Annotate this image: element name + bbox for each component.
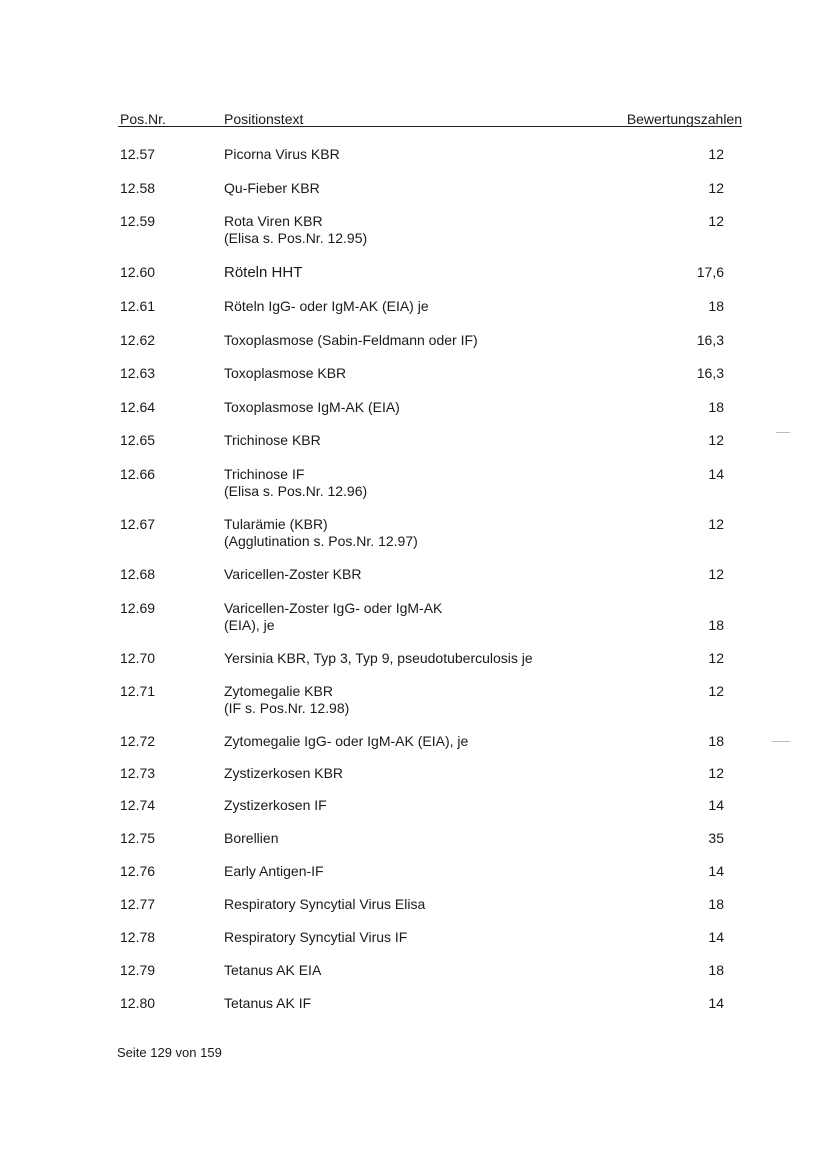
position-number: 12.76 (120, 863, 156, 879)
score-value: 18 (708, 298, 724, 314)
position-number: 12.79 (120, 962, 156, 978)
position-text: Picorna Virus KBR (224, 146, 340, 162)
position-text: Rota Viren KBR (224, 213, 323, 229)
position-text-cell (224, 765, 674, 782)
position-text: Early Antigen-IF (224, 863, 324, 879)
score-value: 35 (708, 830, 724, 846)
position-number: 12.68 (120, 566, 156, 582)
position-text-cell (224, 466, 674, 500)
position-number: 12.58 (120, 180, 156, 196)
position-text-cell (224, 516, 674, 550)
position-text: Toxoplasmose KBR (224, 365, 347, 381)
position-number: 12.77 (120, 896, 156, 912)
position-text-cell (224, 365, 674, 382)
position-number: 12.61 (120, 298, 156, 314)
position-text: Respiratory Syncytial Virus IF (224, 929, 408, 945)
score-value: 14 (708, 466, 724, 482)
header-positionstext: Positionstext (224, 111, 304, 127)
position-text: Varicellen-Zoster IgG- oder IgM-AK (224, 600, 443, 616)
position-text-cell (224, 432, 674, 449)
score-value: 14 (708, 995, 724, 1011)
position-text-cell (224, 298, 674, 315)
position-text-cell (224, 830, 674, 847)
position-text: Trichinose KBR (224, 432, 321, 448)
score-value: 17,6 (696, 264, 724, 280)
position-text-cell (224, 863, 674, 880)
position-text-cell (224, 264, 674, 281)
position-text-cell (224, 146, 674, 163)
score-value: 12 (708, 213, 724, 229)
position-text-cell (224, 399, 674, 416)
position-text-cell (224, 995, 674, 1012)
score-value: 12 (708, 516, 724, 532)
position-text: Zytomegalie KBR (224, 683, 333, 699)
position-subtext: (Elisa s. Pos.Nr. 12.95) (224, 230, 368, 246)
position-text-cell (224, 929, 674, 946)
position-number: 12.74 (120, 797, 156, 813)
score-value: 12 (708, 432, 724, 448)
page-number: Seite 129 von 159 (117, 1045, 222, 1060)
position-text: Tularämie (KBR) (224, 516, 328, 532)
score-value: 12 (708, 650, 724, 666)
position-text: Röteln IgG- oder IgM-AK (EIA) je (224, 298, 429, 314)
position-number: 12.62 (120, 332, 156, 348)
score-value: 18 (708, 896, 724, 912)
position-number: 12.71 (120, 683, 156, 699)
position-subtext: (IF s. Pos.Nr. 12.98) (224, 700, 350, 716)
position-text-cell (224, 650, 674, 667)
score-value: 18 (708, 733, 724, 749)
score-value: 18 (708, 617, 724, 633)
header-pos-nr: Pos.Nr. (120, 111, 166, 127)
score-value: 12 (708, 566, 724, 582)
position-text: Tetanus AK IF (224, 995, 312, 1011)
score-value: 14 (708, 797, 724, 813)
header-bewertungszahlen: Bewertungszahlen (626, 111, 742, 127)
table-header (118, 110, 742, 130)
position-number: 12.66 (120, 466, 156, 482)
position-text-cell (224, 733, 674, 750)
score-value: 12 (708, 146, 724, 162)
position-number: 12.70 (120, 650, 156, 666)
position-text-cell (224, 683, 674, 717)
position-text: Zystizerkosen IF (224, 797, 327, 813)
position-number: 12.65 (120, 432, 156, 448)
score-value: 14 (708, 929, 724, 945)
position-text: Trichinose IF (224, 466, 305, 482)
position-text-cell (224, 896, 674, 913)
position-text: Zytomegalie IgG- oder IgM-AK (EIA), je (224, 733, 469, 749)
position-text: Respiratory Syncytial Virus Elisa (224, 896, 426, 912)
position-text-cell (224, 332, 674, 349)
position-number: 12.73 (120, 765, 156, 781)
position-number: 12.69 (120, 600, 156, 616)
position-text: Zystizerkosen KBR (224, 765, 344, 781)
score-value: 12 (708, 180, 724, 196)
position-number: 12.67 (120, 516, 156, 532)
position-text: Toxoplasmose (Sabin-Feldmann oder IF) (224, 332, 478, 348)
position-number: 12.72 (120, 733, 156, 749)
scan-speck (776, 432, 790, 433)
position-number: 12.80 (120, 995, 156, 1011)
position-text: Toxoplasmose IgM-AK (EIA) (224, 399, 400, 415)
score-value: 14 (708, 863, 724, 879)
position-text-cell (224, 797, 674, 814)
position-text: Tetanus AK EIA (224, 962, 322, 978)
score-value: 12 (708, 765, 724, 781)
position-text-cell (224, 600, 674, 634)
score-value: 18 (708, 962, 724, 978)
position-number: 12.60 (120, 264, 156, 280)
position-text: Borellien (224, 830, 279, 846)
score-value: 18 (708, 399, 724, 415)
scan-speck (772, 741, 790, 742)
position-subtext: (Elisa s. Pos.Nr. 12.96) (224, 483, 368, 499)
position-subtext: (EIA), je (224, 617, 275, 633)
position-subtext: (Agglutination s. Pos.Nr. 12.97) (224, 533, 418, 549)
position-text: Varicellen-Zoster KBR (224, 566, 362, 582)
score-value: 16,3 (696, 365, 724, 381)
position-number: 12.75 (120, 830, 156, 846)
score-value: 12 (708, 683, 724, 699)
position-text: Yersinia KBR, Typ 3, Typ 9, pseudotuberculosis je (224, 650, 533, 666)
position-text-cell (224, 180, 674, 197)
position-text: Qu-Fieber KBR (224, 180, 320, 196)
position-number: 12.63 (120, 365, 156, 381)
position-number: 12.78 (120, 929, 156, 945)
position-number: 12.57 (120, 146, 156, 162)
position-text: Röteln HHT (224, 264, 303, 281)
header-underline (118, 126, 742, 127)
score-value: 16,3 (696, 332, 724, 348)
position-text-cell (224, 213, 674, 247)
position-number: 12.59 (120, 213, 156, 229)
position-text-cell (224, 962, 674, 979)
position-text-cell (224, 566, 674, 583)
position-number: 12.64 (120, 399, 156, 415)
